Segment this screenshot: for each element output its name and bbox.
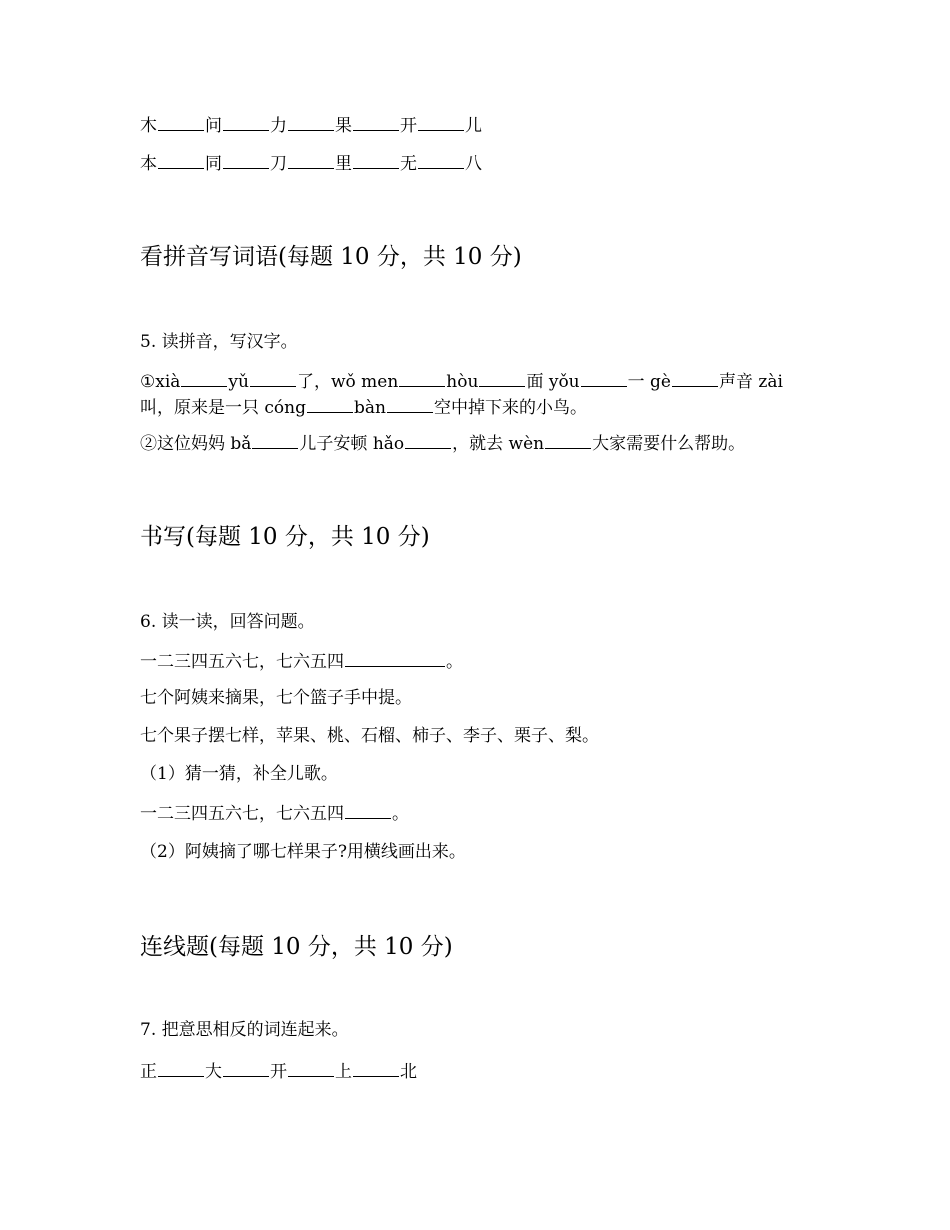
text-segment: yǔ: [228, 372, 249, 392]
section-heading-pinyin: 看拼音写词语(每题 10 分，共 10 分): [140, 244, 522, 270]
char: 本: [140, 154, 157, 174]
char: 八: [465, 154, 482, 174]
answer-blank[interactable]: [288, 150, 334, 169]
rhyme-line-2: 七个阿姨来摘果，七个篮子手中提。: [140, 688, 412, 708]
question-6: 6. 读一读，回答问题。: [140, 612, 315, 632]
answer-blank[interactable]: [581, 368, 627, 387]
char: 大: [205, 1062, 222, 1082]
answer-blank[interactable]: [158, 150, 204, 169]
answer-blank[interactable]: [223, 112, 269, 131]
text-segment: 儿子安顿 hǎo: [299, 434, 405, 454]
char-row-1: [140, 112, 482, 138]
text-segment: 一二三四五六七，七六五四: [140, 804, 344, 824]
text-segment: 了，wǒ men: [296, 372, 399, 392]
answer-blank[interactable]: [223, 1058, 269, 1077]
text-segment: 。: [392, 804, 409, 824]
text-segment: 一二三四五六七，七六五四: [140, 652, 344, 672]
answer-blank[interactable]: [158, 112, 204, 131]
char: 北: [400, 1062, 417, 1082]
section-heading-matching: 连线题(每题 10 分，共 10 分): [140, 934, 453, 960]
text-segment: ②这位妈妈 bǎ: [140, 434, 252, 454]
answer-blank[interactable]: [387, 394, 433, 413]
char: 木: [140, 116, 157, 136]
question-5: 5. 读拼音，写汉字。: [140, 332, 298, 352]
answer-blank[interactable]: [672, 368, 718, 387]
answer-blank[interactable]: [288, 112, 334, 131]
answer-blank[interactable]: [418, 112, 464, 131]
question-5-item-2: [140, 430, 745, 456]
text-segment: 空中掉下来的小鸟。: [433, 398, 587, 418]
char: 开: [270, 1062, 287, 1082]
char: 同: [205, 154, 222, 174]
answer-blank[interactable]: [250, 368, 296, 387]
answer-blank[interactable]: [405, 430, 451, 449]
char-row-2: [140, 150, 482, 176]
section-heading-writing: 书写(每题 10 分，共 10 分): [140, 524, 430, 550]
rhyme-line-1: [140, 648, 463, 674]
answer-blank[interactable]: [345, 800, 391, 819]
matching-row: [140, 1058, 417, 1084]
text-segment: 一 gè: [627, 372, 671, 392]
text-segment: 叫，原来是一只 cóng: [140, 398, 306, 418]
question-5-item-1-line-2: [140, 394, 587, 420]
text-segment: hòu: [446, 372, 479, 392]
question-7: 7. 把意思相反的词连起来。: [140, 1020, 349, 1040]
answer-blank[interactable]: [288, 1058, 334, 1077]
text-segment: bàn: [354, 398, 386, 418]
text-segment: ，就去 wèn: [452, 434, 545, 454]
answer-blank[interactable]: [353, 112, 399, 131]
text-segment: 大家需要什么帮助。: [592, 434, 746, 454]
char: 里: [335, 154, 352, 174]
answer-blank[interactable]: [345, 648, 445, 667]
answer-blank[interactable]: [252, 430, 298, 449]
text-segment: 面 yǒu: [526, 372, 580, 392]
answer-blank[interactable]: [418, 150, 464, 169]
char: 力: [270, 116, 287, 136]
answer-blank[interactable]: [223, 150, 269, 169]
text-segment: 。: [446, 652, 463, 672]
char: 上: [335, 1062, 352, 1082]
answer-blank[interactable]: [399, 368, 445, 387]
char: 开: [400, 116, 417, 136]
answer-blank[interactable]: [479, 368, 525, 387]
answer-blank[interactable]: [307, 394, 353, 413]
char: 无: [400, 154, 417, 174]
question-5-item-1-line-1: [140, 368, 783, 394]
text-segment: 声音 zài: [719, 372, 783, 392]
answer-blank[interactable]: [353, 150, 399, 169]
char: 问: [205, 116, 222, 136]
sub-question-2: （2）阿姨摘了哪七样果子?用横线画出来。: [140, 842, 466, 862]
answer-blank[interactable]: [353, 1058, 399, 1077]
answer-blank[interactable]: [181, 368, 227, 387]
answer-blank[interactable]: [545, 430, 591, 449]
sub-question-1-answer: [140, 800, 409, 826]
text-segment: ①xià: [140, 372, 181, 392]
rhyme-line-3: 七个果子摆七样，苹果、桃、石榴、柿子、李子、栗子、梨。: [140, 726, 599, 746]
char: 刀: [270, 154, 287, 174]
char: 儿: [465, 116, 482, 136]
answer-blank[interactable]: [158, 1058, 204, 1077]
char: 果: [335, 116, 352, 136]
char: 正: [140, 1062, 157, 1082]
sub-question-1: （1）猜一猜，补全儿歌。: [140, 764, 338, 784]
